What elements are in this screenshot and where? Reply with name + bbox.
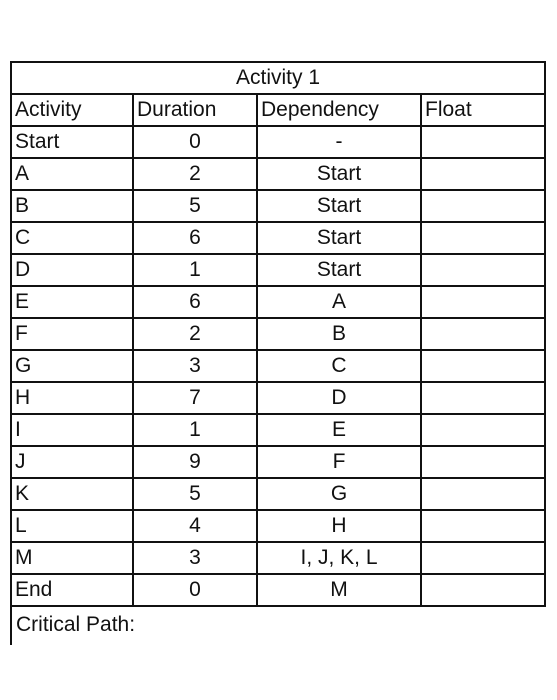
cell-activity: D bbox=[11, 254, 133, 286]
cell-duration: 4 bbox=[133, 510, 257, 542]
table-row bbox=[11, 414, 545, 446]
cell-activity: End bbox=[11, 574, 133, 606]
cell-float bbox=[421, 350, 545, 382]
cell-float bbox=[421, 446, 545, 478]
cell-duration: 5 bbox=[133, 478, 257, 510]
cell-activity: A bbox=[11, 158, 133, 190]
header-float: Float bbox=[421, 94, 545, 126]
cell-dependency: Start bbox=[257, 158, 421, 190]
cell-dependency: H bbox=[257, 510, 421, 542]
cell-dependency: Start bbox=[257, 190, 421, 222]
cell-duration: 2 bbox=[133, 318, 257, 350]
cell-activity: K bbox=[11, 478, 133, 510]
cell-activity: M bbox=[11, 542, 133, 574]
cell-activity: C bbox=[11, 222, 133, 254]
cell-dependency: - bbox=[257, 126, 421, 158]
cell-float bbox=[421, 414, 545, 446]
table-row bbox=[11, 158, 545, 190]
cell-activity: G bbox=[11, 350, 133, 382]
cell-float bbox=[421, 478, 545, 510]
cell-duration: 6 bbox=[133, 286, 257, 318]
cell-duration: 3 bbox=[133, 350, 257, 382]
cell-activity: Start bbox=[11, 126, 133, 158]
cell-float bbox=[421, 318, 545, 350]
cell-duration: 7 bbox=[133, 382, 257, 414]
cell-float bbox=[421, 254, 545, 286]
cell-float bbox=[421, 542, 545, 574]
table-row bbox=[11, 510, 545, 542]
cell-duration: 1 bbox=[133, 254, 257, 286]
table-row bbox=[11, 446, 545, 478]
cell-dependency: G bbox=[257, 478, 421, 510]
cell-dependency: Start bbox=[257, 254, 421, 286]
table-row bbox=[11, 318, 545, 350]
table-row bbox=[11, 222, 545, 254]
cell-duration: 1 bbox=[133, 414, 257, 446]
cell-duration: 2 bbox=[133, 158, 257, 190]
cell-activity: H bbox=[11, 382, 133, 414]
title-row bbox=[11, 62, 545, 94]
table-row bbox=[11, 574, 545, 606]
cell-dependency: B bbox=[257, 318, 421, 350]
header-row bbox=[11, 94, 545, 126]
cell-activity: E bbox=[11, 286, 133, 318]
cell-dependency: D bbox=[257, 382, 421, 414]
cell-duration: 3 bbox=[133, 542, 257, 574]
table-row bbox=[11, 382, 545, 414]
cell-duration: 5 bbox=[133, 190, 257, 222]
header-dependency: Dependency bbox=[257, 94, 421, 126]
cell-dependency: C bbox=[257, 350, 421, 382]
table-row bbox=[11, 254, 545, 286]
cell-float bbox=[421, 190, 545, 222]
cell-float bbox=[421, 510, 545, 542]
cell-float bbox=[421, 126, 545, 158]
header-activity: Activity bbox=[11, 94, 133, 126]
cell-float bbox=[421, 286, 545, 318]
cell-duration: 9 bbox=[133, 446, 257, 478]
cell-dependency: A bbox=[257, 286, 421, 318]
critical-path-label: Critical Path: bbox=[10, 607, 544, 645]
table-row bbox=[11, 126, 545, 158]
table-row bbox=[11, 286, 545, 318]
cell-activity: L bbox=[11, 510, 133, 542]
activity-table bbox=[10, 61, 546, 607]
table-title: Activity 1 bbox=[11, 62, 545, 94]
table-row bbox=[11, 190, 545, 222]
cell-duration: 0 bbox=[133, 574, 257, 606]
activity-sheet bbox=[10, 61, 544, 645]
cell-activity: B bbox=[11, 190, 133, 222]
cell-activity: F bbox=[11, 318, 133, 350]
cell-duration: 6 bbox=[133, 222, 257, 254]
cell-dependency: I, J, K, L bbox=[257, 542, 421, 574]
table-row bbox=[11, 478, 545, 510]
cell-float bbox=[421, 574, 545, 606]
cell-float bbox=[421, 382, 545, 414]
table-row bbox=[11, 542, 545, 574]
cell-duration: 0 bbox=[133, 126, 257, 158]
cell-dependency: M bbox=[257, 574, 421, 606]
cell-dependency: Start bbox=[257, 222, 421, 254]
cell-activity: J bbox=[11, 446, 133, 478]
cell-float bbox=[421, 158, 545, 190]
table-row bbox=[11, 350, 545, 382]
cell-activity: I bbox=[11, 414, 133, 446]
cell-float bbox=[421, 222, 545, 254]
header-duration: Duration bbox=[133, 94, 257, 126]
cell-dependency: E bbox=[257, 414, 421, 446]
cell-dependency: F bbox=[257, 446, 421, 478]
